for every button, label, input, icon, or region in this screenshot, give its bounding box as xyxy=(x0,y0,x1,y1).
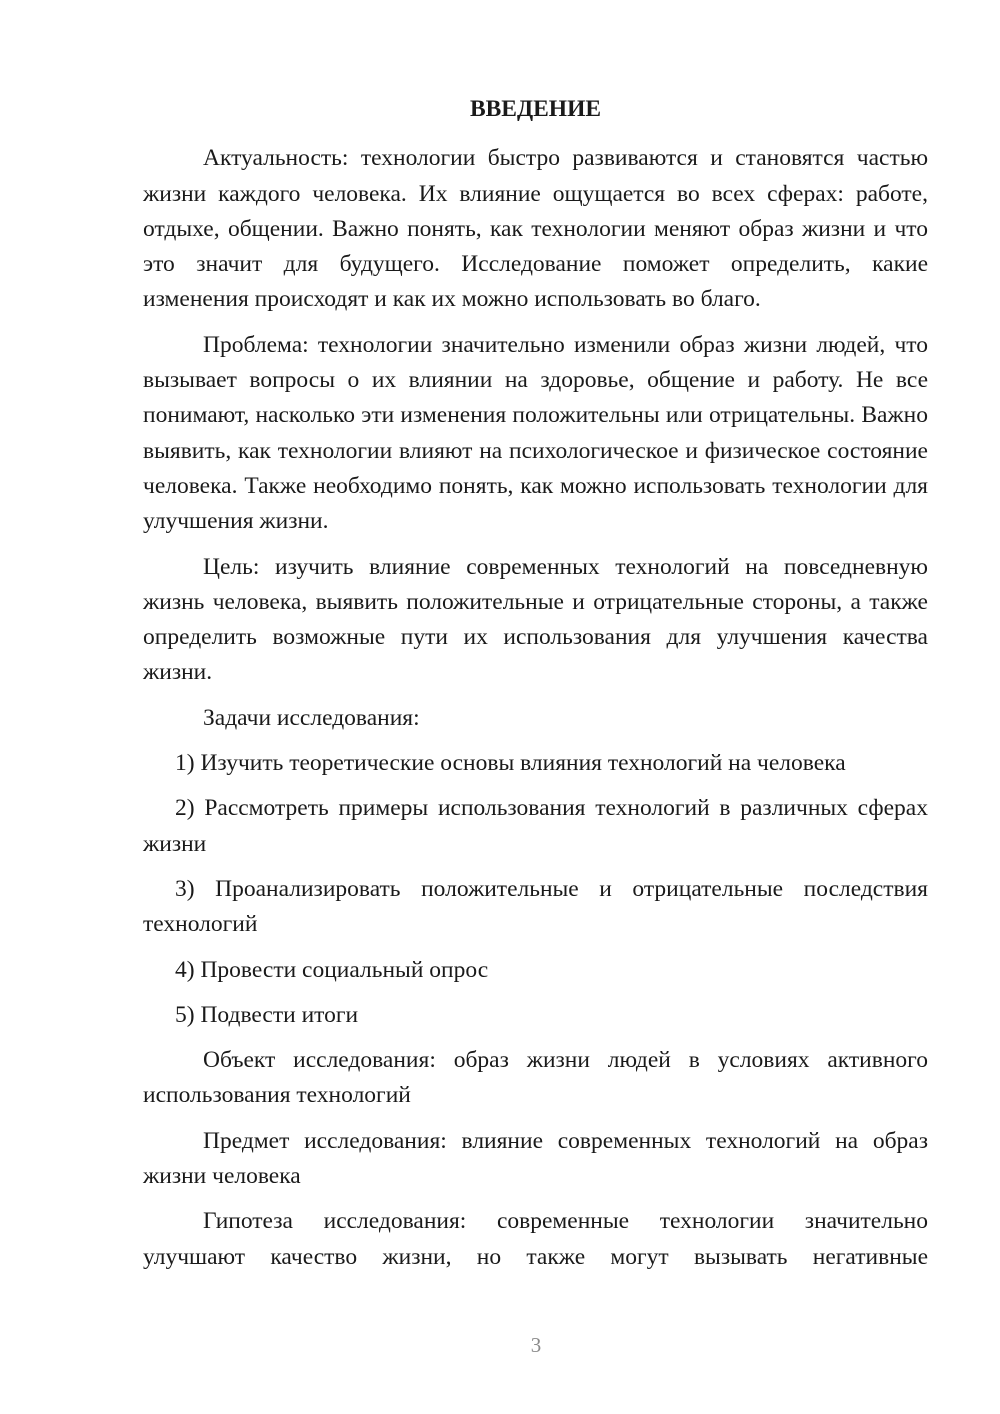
tasks-title: Задачи исследования: xyxy=(203,704,420,731)
task-item: 4) Провести социальный опрос xyxy=(175,956,489,983)
task-item: 3) Проанализировать положительные и отрицательные последствия технологий xyxy=(143,875,928,938)
subject-paragraph: Предмет исследования: влияние современных технологий на образ жизни человека xyxy=(143,1127,928,1190)
object-paragraph: Объект исследования: образ жизни людей в условиях активного использования технологий xyxy=(143,1047,928,1109)
task-item: 5) Подвести итоги xyxy=(175,1001,359,1028)
relevance-paragraph: Актуальность: технологии быстро развиваются и становятся частью жизни каждого человека. Их влияние ощущается во всех сферах: работе, отдыхе, общении. Важно понять, как технологии меняют образ жизни и что это значит для будущего. Исследование поможет определить, какие изменения происходят и как их можно использовать во благо. xyxy=(143,145,928,313)
page-number: 3 xyxy=(530,1333,542,1357)
problem-paragraph: Проблема: технологии значительно изменили образ жизни людей, что вызывает вопросы о их влиянии на здоровье, общение и работу. Не все понимают, насколько эти изменения положительны или отрицательны. Важно выявить, как технологии влияют на психологическое и физическое состояние человека. Также необходимо понять, как можно использовать технологии для улучшения жизни. xyxy=(143,331,928,535)
goal-paragraph: Цель: изучить влияние современных технологий на повседневную жизнь человека, выявить положительные и отрицательные стороны, а также определить возможные пути их использования для улучшения качества жизни. xyxy=(143,553,928,686)
task-item: 1) Изучить теоретические основы влияния технологий на человека xyxy=(175,750,846,777)
section-heading: ВВЕДЕНИЕ xyxy=(469,96,602,122)
hypothesis-paragraph: Гипотеза исследования: современные технологии значительно улучшают качество жизни, но также могут вызывать негативные xyxy=(143,1208,928,1270)
task-item: 2) Рассмотреть примеры использования технологий в различных сферах жизни xyxy=(143,795,928,857)
page-content xyxy=(143,92,928,1275)
